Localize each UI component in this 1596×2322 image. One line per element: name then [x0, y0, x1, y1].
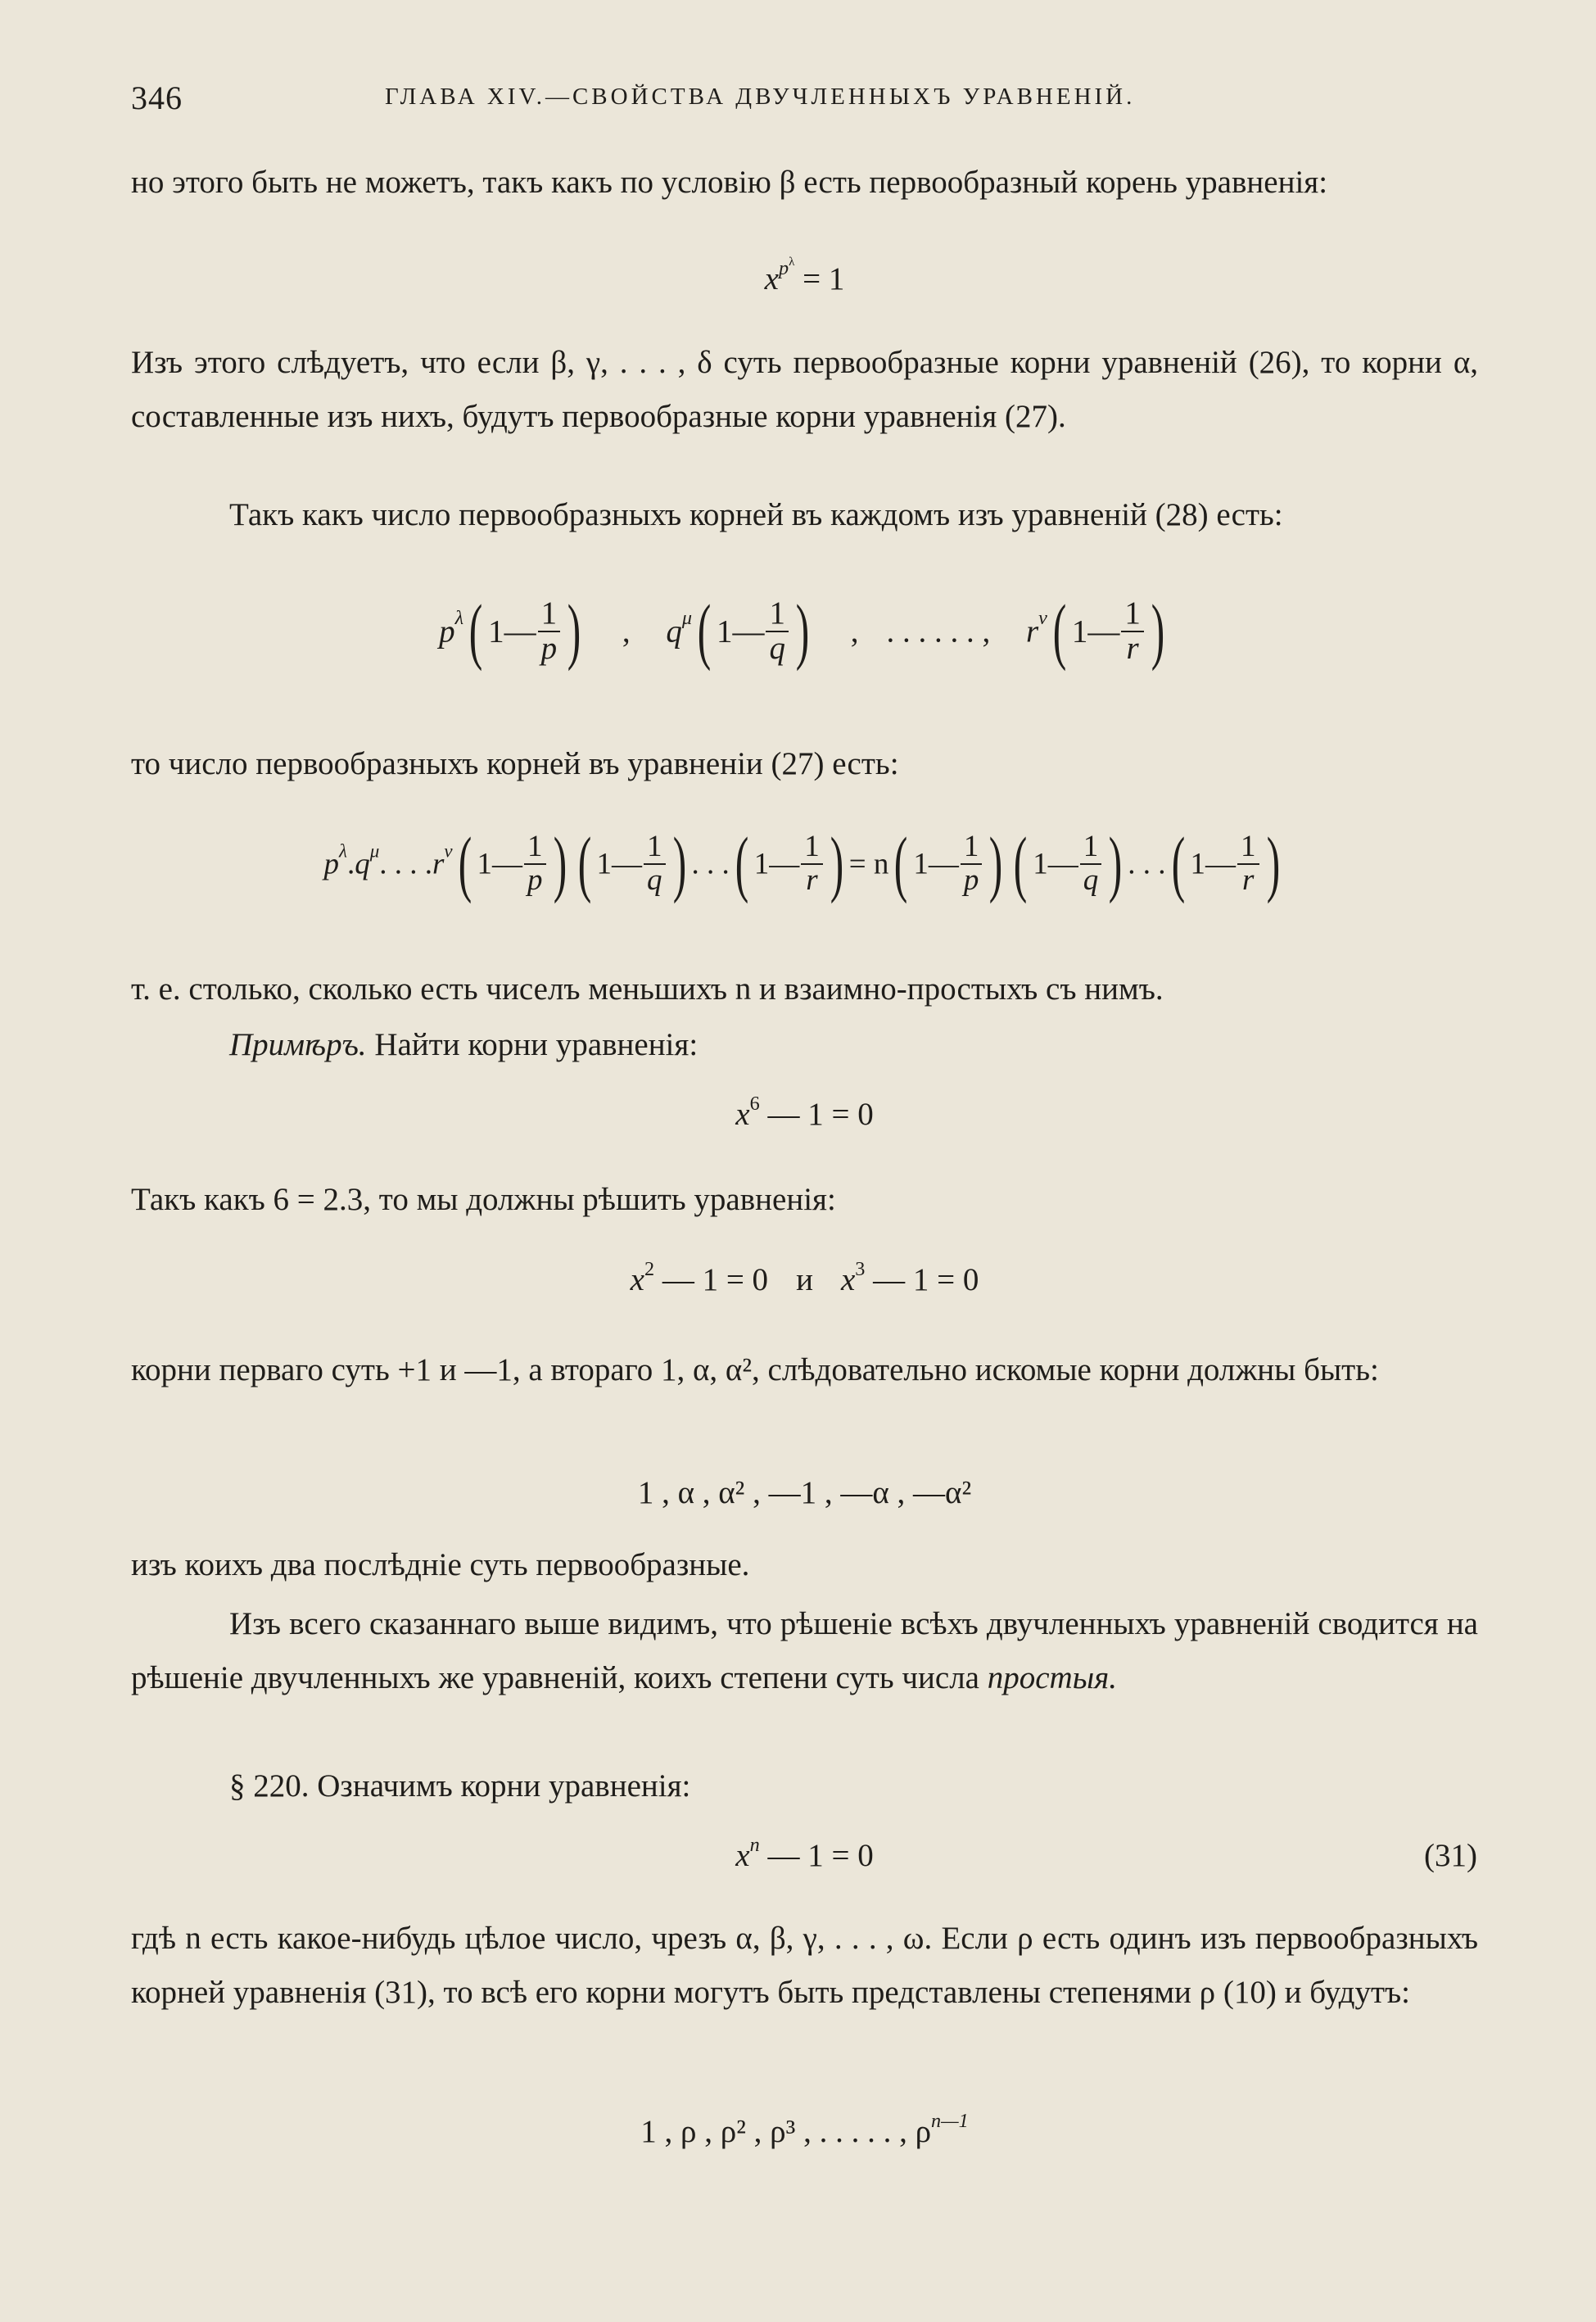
equation-31: $x^n$ — 1 = 0	[735, 1833, 874, 1873]
equation-x-p-lambda: $x^{p^\lambda} = 1$	[764, 255, 845, 296]
paragraph-3: Такъ какъ число первообразныхъ корней въ каждомъ изъ уравненій (28) есть:	[229, 497, 1283, 532]
paragraph-12: гдѣ n есть какое-нибудь цѣлое число, чрезъ α, β, γ, . . . , ω. Если ρ есть одинъ изъ первообразныхъ корней уравненія (31), то всѣ его корни могутъ быть представлены степенями ρ (10) и будутъ:	[131, 1921, 1478, 2010]
example-label: Примѣръ.	[229, 1027, 367, 1062]
paragraph-10: Изъ всего сказаннаго выше видимъ, что рѣшеніе всѣхъ двучленныхъ уравненій сводится на рѣшеніе двучленныхъ же уравненій, коихъ степени суть числа простыя.	[131, 1606, 1478, 1695]
running-head: ГЛАВА XIV.—СВОЙСТВА ДВУЧЛЕННЫХЪ УРАВНЕНІЙ.	[385, 84, 1136, 110]
equation-number: (31)	[1424, 1838, 1477, 1873]
paragraph-1: но этого быть не можетъ, такъ какъ по условію β есть первообразный корень уравненія:	[131, 165, 1328, 200]
paragraph-8: корни перваго суть +1 и —1, а втораго 1, α, α², слѣдовательно искомые корни должны быть:	[131, 1352, 1379, 1387]
equation-x2-x3: $x^2$ — 1 = 0 и $x^3$ — 1 = 0	[630, 1257, 979, 1297]
paragraph-11: § 220. Означимъ корни уравненія:	[229, 1768, 691, 1804]
paragraph-7: Такъ какъ 6 = 2.3, то мы должны рѣшить уравненія:	[131, 1182, 836, 1217]
paragraph-5: т. е. столько, сколько есть чиселъ меньшихъ n и взаимно-простыхъ съ нимъ.	[131, 971, 1164, 1007]
paragraph-6: Примѣръ. Найти корни уравненія:	[229, 1027, 699, 1062]
equation-roots-count-each: $p^\lambda$( 1— $\frac{1}{p}$ ) , $q^\mu$( 1— $\frac{1}{q}$ ) , . . . . . . , $r^\nu$( 1— $\frac{1}{r}$ )	[439, 591, 1165, 672]
equation-x6: $x^6$ — 1 = 0	[735, 1092, 874, 1132]
page-header	[131, 79, 1482, 128]
roots-list: 1 , α , α² , —1 , —α , —α²	[637, 1475, 972, 1510]
paragraph-2: Изъ этого слѣдуетъ, что если β, γ, . . . , δ суть первообразные корни уравненій (26), то корни α, составленные изъ нихъ, будутъ первообразные корни уравненія (27).	[131, 345, 1478, 434]
rho-list: 1 , ρ , ρ² , ρ³ , . . . . . , $\rho^{n—1}$	[640, 2109, 969, 2149]
page-number: 346	[131, 79, 183, 116]
paragraph-4: то число первообразныхъ корней въ уравненіи (27) есть:	[131, 746, 899, 781]
paragraph-9: изъ коихъ два послѣдніе суть первообразные.	[131, 1547, 750, 1582]
equation-total-roots: $p^\lambda.q^\mu$. . . $.r^\nu$( 1— $\frac{1}{p}$ ) ( 1— $\frac{1}{q}$ ) . . .( 1— $\frac{1}{r}$ ) = n( 1— $\frac{1}{p}$ ) ( 1— $\frac{1}{q}$ ) . . .( 1— $\frac{1}{r}$ )	[323, 823, 1280, 904]
